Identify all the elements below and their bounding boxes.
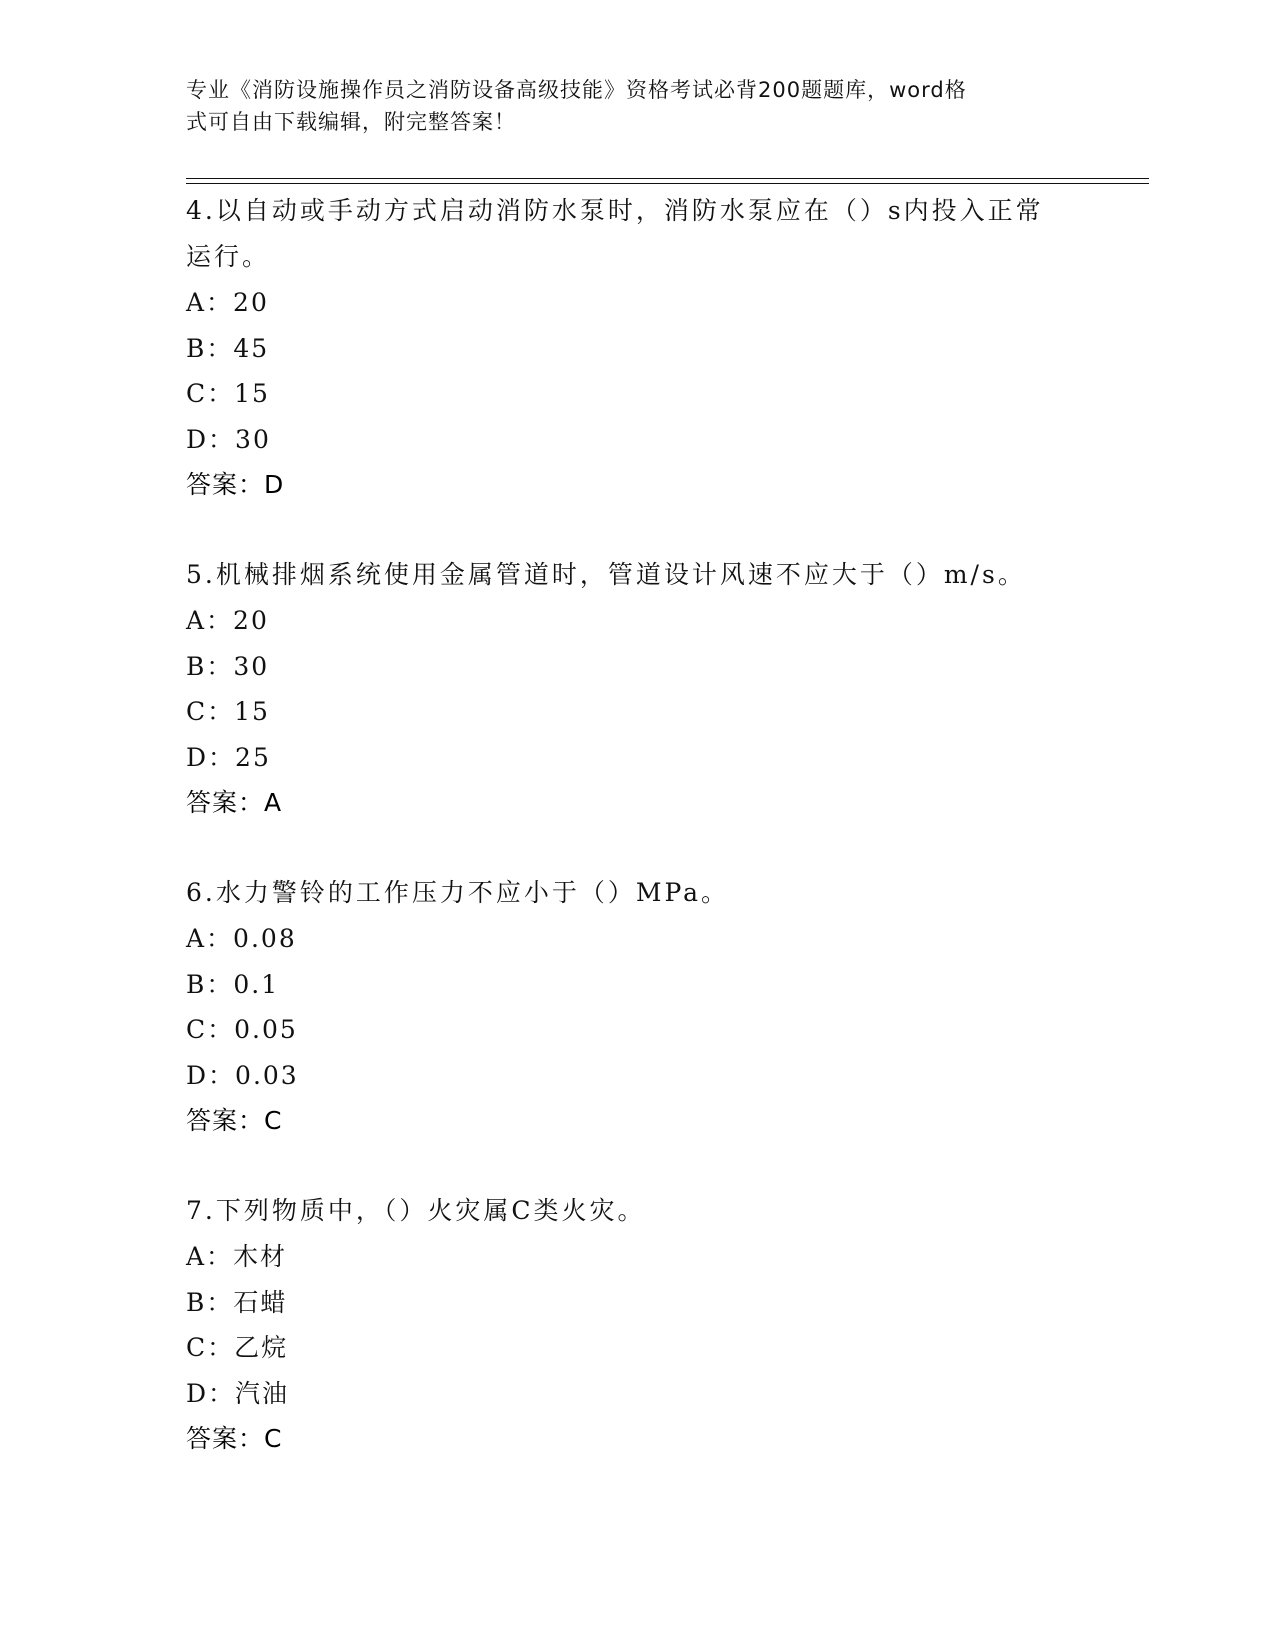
question-stem-line: 4.以自动或手动方式启动消防水泵时，消防水泵应在（）s内投入正常 [186,196,1044,225]
option-a: A：20 [186,606,269,635]
option-c: C：15 [186,697,270,726]
question-stem-line: 5.机械排烟系统使用金属管道时，管道设计风速不应大于（）m/s。 [186,560,1026,589]
answer-text: 答案：C [186,1424,283,1453]
answer-text: 答案：D [186,470,285,499]
document-header [186,74,1066,138]
option-b: B：0.1 [186,969,280,999]
answer-text: 答案：A [186,788,283,817]
question-stem-line: 运行。 [186,242,271,271]
answer-text: 答案：C [186,1106,283,1135]
option-b: B：45 [186,333,270,363]
question-4 [186,188,1086,507]
option-d: D：25 [186,742,271,772]
option-d: D：0.03 [186,1060,299,1090]
option-a: A：20 [186,288,269,317]
question-stem-line: 6.水力警铃的工作压力不应小于（）MPa。 [186,878,730,907]
option-a: A：0.08 [186,924,297,953]
option-b: B：石蜡 [186,1287,288,1317]
option-a: A：木材 [186,1242,288,1271]
option-c: C：0.05 [186,1015,298,1044]
option-d: D：30 [186,424,271,454]
option-c: C：乙烷 [186,1333,289,1362]
header-line-1: 专业《消防设施操作员之消防设备高级技能》资格考试必背200题题库，word格 [186,78,967,102]
header-divider-top [186,178,1149,179]
option-b: B：30 [186,651,270,681]
header-line-2: 式可自由下载编辑，附完整答案！ [186,110,516,134]
question-stem-line: 7.下列物质中，（）火灾属C类火灾。 [186,1196,646,1225]
header-divider-bottom [186,183,1149,184]
question-6 [186,870,1086,1143]
question-7 [186,1188,1086,1461]
option-d: D：汽油 [186,1378,290,1408]
option-c: C：15 [186,379,270,408]
question-5 [186,552,1086,825]
